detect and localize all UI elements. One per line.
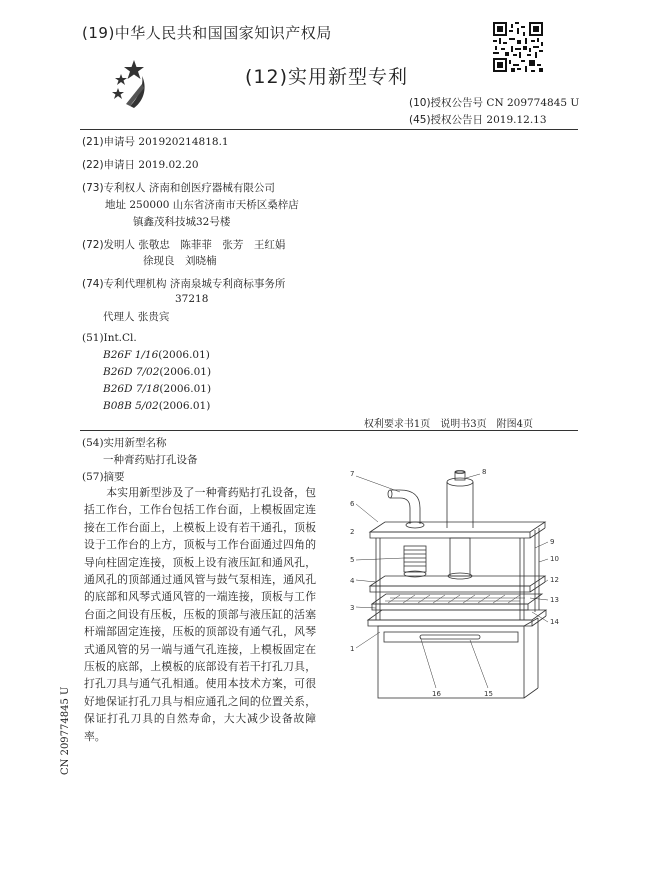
abstract-label: (57)摘要 xyxy=(82,471,125,483)
application-number: 201920214818.1 xyxy=(138,136,229,148)
figure-label: 16 xyxy=(432,690,441,698)
grant-date-label: (45)授权公告日 xyxy=(409,114,484,126)
patentee-row xyxy=(82,180,275,195)
figure-label: 3 xyxy=(350,604,355,612)
ipc-version: (2006.01) xyxy=(158,400,211,412)
ipc-code: B26D 7/02 xyxy=(103,366,160,378)
figure-label: 5 xyxy=(350,556,355,564)
inventors-line-2: 徐现良 刘晓楠 xyxy=(143,255,217,267)
ipc-version: (2006.01) xyxy=(159,366,212,378)
patentee-label: (73)专利权人 xyxy=(82,182,146,194)
ipc-code: B26F 1/16 xyxy=(103,349,159,361)
address-label: 地址 xyxy=(105,199,126,211)
agency-row xyxy=(82,276,285,291)
abstract-text xyxy=(84,484,316,745)
grant-number-row xyxy=(409,95,579,110)
figure-label: 14 xyxy=(550,618,559,626)
figure-label: 9 xyxy=(550,538,555,546)
utility-model-name-label: (54)实用新型名称 xyxy=(82,437,167,449)
figure-label: 1 xyxy=(350,645,355,653)
inventors-row xyxy=(82,237,285,252)
ipc-entry xyxy=(103,349,210,361)
int-cl-label: (51)Int.Cl. xyxy=(82,332,137,344)
filing-date-label: (22)申请日 xyxy=(82,159,136,171)
page-counts: 权利要求书1页 说明书3页 附图4页 xyxy=(363,419,533,430)
figure-label: 15 xyxy=(484,690,493,698)
address-line-2: 镇鑫茂科技城32号楼 xyxy=(133,216,231,228)
document-type-title: (12)实用新型专利 xyxy=(245,66,409,88)
agency-line-1: 济南泉城专利商标事务所 xyxy=(169,278,286,290)
utility-model-title: 一种膏药贴打孔设备 xyxy=(103,454,198,466)
figure-label: 2 xyxy=(350,528,355,536)
address-row xyxy=(105,197,299,212)
grant-number-label: (10)授权公告号 xyxy=(409,97,484,109)
agency-label: (74)专利代理机构 xyxy=(82,278,167,290)
application-number-row xyxy=(82,134,229,149)
ipc-code: B08B 5/02 xyxy=(103,400,159,412)
agent-row xyxy=(103,309,169,324)
ipc-entry xyxy=(103,383,211,395)
ipc-code: B26D 7/18 xyxy=(103,383,160,395)
header-divider xyxy=(80,129,578,130)
figure-label: 13 xyxy=(550,596,559,604)
filing-date-row xyxy=(82,157,199,172)
address-line-1: 250000 山东省济南市天桥区桑梓店 xyxy=(129,199,299,211)
agent: 张贵宾 xyxy=(137,311,170,323)
agency-line-2: 37218 xyxy=(175,293,209,305)
patent-office-title: (19)中华人民共和国国家知识产权局 xyxy=(82,24,332,42)
inventors-line-1: 张敬忠 陈菲菲 张芳 王红娟 xyxy=(138,239,286,251)
figure-label: 7 xyxy=(350,470,355,478)
figure-label: 8 xyxy=(482,468,487,476)
filing-date: 2019.02.20 xyxy=(138,159,199,171)
figure-label: 6 xyxy=(350,500,355,508)
qr-code xyxy=(493,22,543,72)
figure-label: 10 xyxy=(550,555,559,563)
figure-label: 4 xyxy=(350,577,355,585)
ipc-version: (2006.01) xyxy=(159,383,212,395)
side-publication-code: CN 209774845 U xyxy=(60,686,71,775)
grant-date-row xyxy=(409,112,547,127)
grant-date: 2019.12.13 xyxy=(486,114,547,126)
patentee: 济南和创医疗器械有限公司 xyxy=(148,182,275,194)
device-figure xyxy=(320,462,575,702)
abstract-body: 本实用新型涉及了一种膏药贴打孔设备，包括工作台，工作台包括工作台面，上模板固定连接在工作台面上，上模板上设有若干通孔，顶板设于工作台的上方，顶板与工作台面通过四角的导向柱固定连接，顶板上设有液压缸和通风孔，通风孔的顶部通过通风管与鼓气泵相连，通风孔的底部和风琴式通风管的一端连接，顶板与工作台面之间设有压板，压板的顶部与液压缸的活塞杆端部固定连接，压板的顶部设有通气孔，风琴式通风管的另一端与通气孔连接，上模板固定在压板的底部，上模板的底部设有若干打孔刀具，打孔刀具与通气孔相通。使用本技术方案，可很好地保证打孔刀具与相应通孔之间的位置关系，保证打孔刀具的自然寿命，大大减少设备故障率。 xyxy=(84,486,316,743)
section-divider xyxy=(80,430,578,431)
cnipa-logo xyxy=(112,58,154,110)
ipc-version: (2006.01) xyxy=(158,349,210,361)
ipc-entry xyxy=(103,400,210,412)
agent-label: 代理人 xyxy=(103,311,135,323)
figure-label: 12 xyxy=(550,576,559,584)
inventors-label: (72)发明人 xyxy=(82,239,136,251)
ipc-entry xyxy=(103,366,211,378)
grant-number: CN 209774845 U xyxy=(486,97,580,109)
application-number-label: (21)申请号 xyxy=(82,136,136,148)
